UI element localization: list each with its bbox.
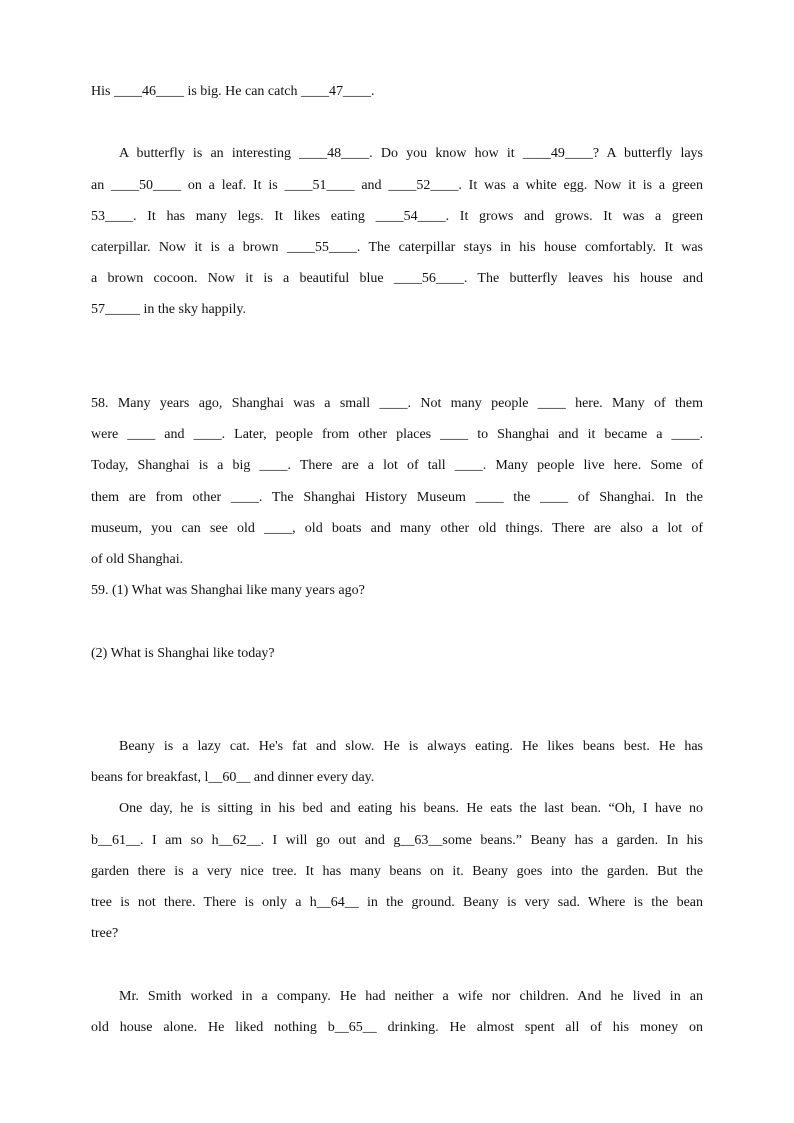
question-line: (2) What is Shanghai like today? <box>91 646 275 661</box>
text-line: 57_____ in the sky happily. <box>91 302 247 317</box>
text-line: Beany is a lazy cat. He's fat and slow. He is always eating. He likes beans best. He has <box>119 739 703 754</box>
question-line: 59. (1) What was Shanghai like many years ago? <box>91 583 365 598</box>
text-line: 58. Many years ago, Shanghai was a small ____. Not many people ____ here. Many of them <box>91 396 703 411</box>
text-line: caterpillar. Now it is a brown ____55____. The caterpillar stays in his house comfortably. It was <box>91 240 703 255</box>
text-line: them are from other ____. The Shanghai History Museum ____ the ____ of Shanghai. In the <box>91 490 703 505</box>
text-line: garden there is a very nice tree. It has many beans on it. Beany goes into the garden. But the <box>91 864 703 879</box>
text-line: an ____50____ on a leaf. It is ____51____ and ____52____. It was a white egg. Now it is a green <box>91 178 703 193</box>
text-line: museum, you can see old ____, old boats and many other old things. There are also a lot of <box>91 521 703 536</box>
text-line: tree is not there. There is only a h__64__ in the ground. Beany is very sad. Where is the bean <box>91 895 703 910</box>
text-line: His ____46____ is big. He can catch ____47____. <box>91 84 375 99</box>
text-line: beans for breakfast, l__60__ and dinner every day. <box>91 770 375 785</box>
text-line: 53____. It has many legs. It likes eating ____54____. It grows and grows. It was a green <box>91 209 703 224</box>
text-line: A butterfly is an interesting ____48____. Do you know how it ____49____? A butterfly lays <box>119 146 703 161</box>
text-line: tree? <box>91 926 119 941</box>
text-line: b__61__. I am so h__62__. I will go out and g__63__some beans.” Beany has a garden. In his <box>91 833 703 848</box>
text-line: Mr. Smith worked in a company. He had neither a wife nor children. And he lived in an <box>119 989 703 1004</box>
text-line: of old Shanghai. <box>91 552 184 567</box>
text-line: old house alone. He liked nothing b__65__ drinking. He almost spent all of his money on <box>91 1020 703 1035</box>
text-line: One day, he is sitting in his bed and eating his beans. He eats the last bean. “Oh, I have no <box>119 801 703 816</box>
text-line: were ____ and ____. Later, people from other places ____ to Shanghai and it became a ____. <box>91 427 703 442</box>
text-line: Today, Shanghai is a big ____. There are a lot of tall ____. Many people live here. Some of <box>91 458 703 473</box>
text-line: a brown cocoon. Now it is a beautiful blue ____56____. The butterfly leaves his house and <box>91 271 703 286</box>
